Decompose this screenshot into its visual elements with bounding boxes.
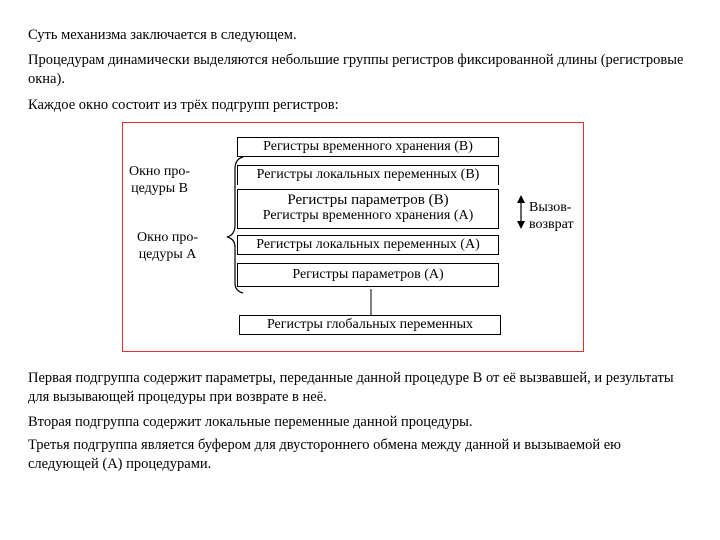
params-registers-b: Регистры параметров (B) xyxy=(287,192,449,208)
params-registers-a: Регистры параметров (A) xyxy=(237,263,499,287)
window-a-label: Окно про- цедуры A xyxy=(137,230,199,262)
intro-line-3: Каждое окно состоит из трёх подгрупп регистров: xyxy=(28,97,339,113)
intro-line-1: Суть механизма заключается в следующем. xyxy=(28,27,297,43)
local-registers-b: Регистры локальных переменных (B) xyxy=(237,165,499,185)
global-registers: Регистры глобальных переменных xyxy=(239,315,501,335)
outro-line-3: Третья подгруппа является буфером для двустороннего обмена между данной и вызываемой ею следующей (A) процедурами. xyxy=(28,437,621,472)
arrow-up-head xyxy=(517,195,525,203)
temp-registers-b: Регистры временного хранения (B) xyxy=(237,137,499,157)
arrow-down-head xyxy=(517,221,525,229)
params-b-temp-a-block xyxy=(237,189,499,229)
call-return-label: Вызов- возврат xyxy=(529,200,574,232)
outro-line-2: Вторая подгруппа содержит локальные переменные данной процедуры. xyxy=(28,414,473,430)
intro-line-2: Процедурам динамически выделяются небольшие группы регистров фиксированной длины (регистровые окна). xyxy=(28,52,684,87)
window-b-label: Окно про- цедуры B xyxy=(129,164,191,196)
local-registers-a: Регистры локальных переменных (A) xyxy=(237,235,499,255)
temp-registers-a: Регистры временного хранения (A) xyxy=(262,208,474,223)
outro-line-1: Первая подгруппа содержит параметры, переданные данной процедуре B от её вызвавшей, и результаты для вызывающей процедуры при возврате в неё. xyxy=(28,370,674,405)
register-windows-diagram xyxy=(122,122,584,352)
